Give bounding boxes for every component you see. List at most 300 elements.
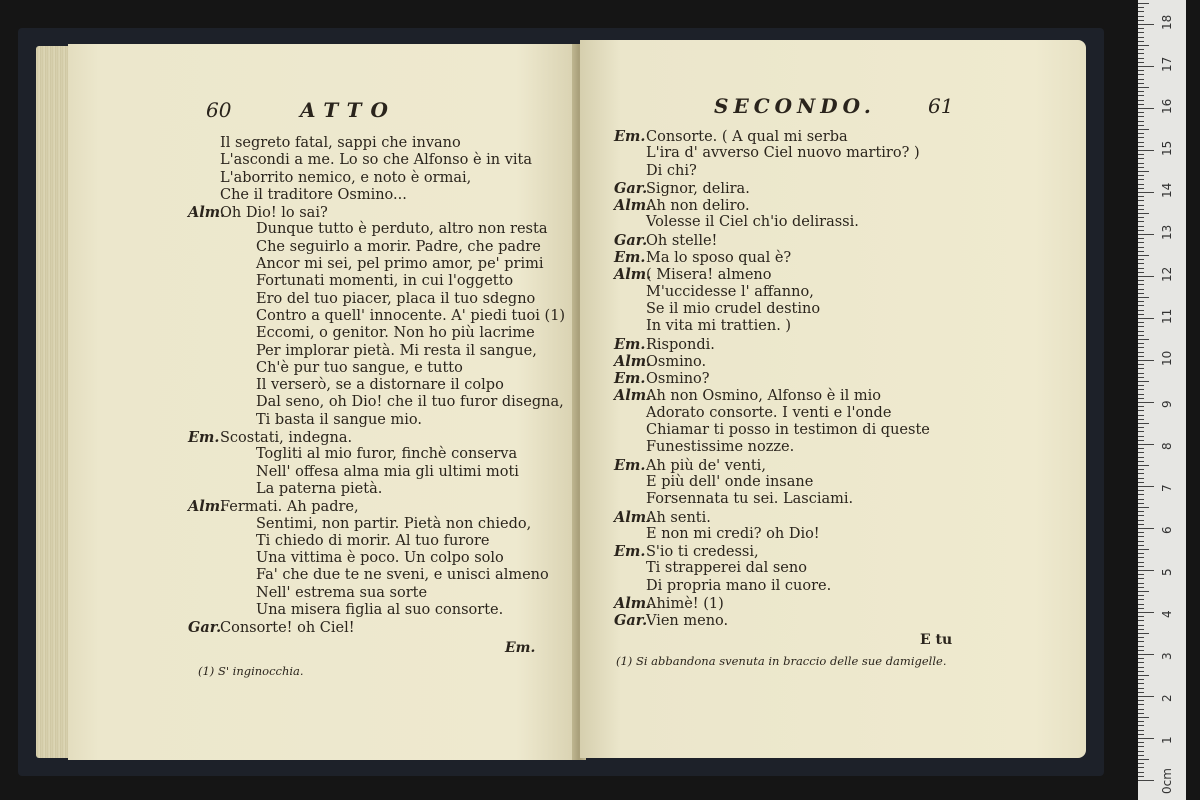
verse-text: Che seguirlo a morir. Padre, che padre (256, 238, 541, 255)
ruler-tick (1138, 457, 1144, 458)
verse-text: Chiamar ti posso in testimon di queste (646, 422, 930, 439)
ruler-tick (1138, 742, 1144, 743)
ruler-tick (1138, 326, 1144, 327)
ruler-tick (1138, 679, 1144, 680)
ruler-tick (1138, 175, 1144, 176)
ruler-number: 1 (1160, 736, 1174, 744)
ruler-tick (1138, 49, 1144, 50)
verse-text: Ti strapperei dal seno (646, 560, 807, 577)
ruler-tick (1138, 41, 1144, 42)
text-line (188, 170, 568, 187)
verse-text: Togliti al mio furor, finchè conserva (256, 446, 518, 463)
text-line (614, 128, 1054, 145)
text-line (614, 439, 1054, 456)
ruler-tick (1138, 524, 1144, 525)
ruler-tick (1138, 37, 1144, 38)
ruler-tick (1138, 717, 1149, 718)
verse-text: Nell' estrema sua sorte (256, 584, 428, 601)
verse-text: E più dell' onde insane (646, 473, 814, 490)
ruler-tick (1138, 662, 1144, 663)
ruler-tick (1138, 499, 1144, 500)
verse-text: Una misera figlia al suo consorte. (256, 602, 504, 619)
ruler-tick (1138, 402, 1154, 403)
ruler-tick (1138, 226, 1144, 227)
text-line (188, 291, 568, 308)
ruler-tick (1138, 3, 1149, 4)
verse-text: Di propria mano il cuore. (646, 577, 832, 594)
speaker-label: Gar. (614, 231, 648, 249)
ruler-tick (1138, 347, 1144, 348)
text-line (188, 429, 568, 446)
ruler-tick (1138, 74, 1144, 75)
ruler-tick (1138, 310, 1144, 311)
left-footnote: (1) S' inginocchia. (198, 664, 304, 678)
ruler-tick (1138, 335, 1144, 336)
ruler-tick (1138, 305, 1144, 306)
ruler-tick (1138, 608, 1144, 609)
ruler-tick (1138, 574, 1144, 575)
ruler-tick (1138, 562, 1144, 563)
ruler-tick (1138, 100, 1144, 101)
ruler-tick (1138, 234, 1154, 235)
ruler-number: 12 (1160, 266, 1174, 282)
speaker-label: Alm. (188, 204, 226, 222)
ruler-tick (1138, 612, 1154, 613)
ruler-tick (1138, 713, 1144, 714)
ruler-tick (1138, 179, 1144, 180)
ruler-tick (1138, 490, 1144, 491)
ruler-tick (1138, 297, 1149, 298)
ruler-tick (1138, 759, 1149, 760)
verse-text: In vita mi trattien. ) (646, 318, 792, 335)
speaker-label: Gar. (188, 619, 222, 637)
ruler-tick (1138, 595, 1144, 596)
ruler-tick (1138, 549, 1149, 550)
ruler-tick (1138, 746, 1144, 747)
verse-text: Funestissime nozze. (646, 439, 795, 456)
ruler-tick (1138, 230, 1144, 231)
ruler-tick (1138, 272, 1144, 273)
ruler-tick (1138, 570, 1154, 571)
verse-text: Oh stelle! (646, 232, 718, 249)
ruler-tick (1138, 205, 1144, 206)
text-line (188, 602, 568, 619)
ruler-tick (1138, 385, 1144, 386)
ruler-tick (1138, 133, 1144, 134)
ruler-tick (1138, 171, 1149, 172)
verse-text: Ah senti. (646, 509, 711, 526)
ruler-tick (1138, 545, 1144, 546)
ruler-tick (1138, 20, 1144, 21)
ruler-zero-label: 0cm (1160, 768, 1174, 794)
ruler-tick (1138, 373, 1144, 374)
verse-text: Ti chiedo di morir. Al tuo furore (256, 532, 490, 549)
ruler-tick (1138, 646, 1144, 647)
ruler-tick (1138, 255, 1149, 256)
ruler-tick (1138, 709, 1144, 710)
text-line (614, 301, 1054, 318)
text-line (614, 336, 1054, 353)
verse-text: L'ascondi a me. Lo so che Alfonso è in vita (220, 152, 533, 169)
ruler-tick (1138, 293, 1144, 294)
verse-text: ( Misera! almeno (646, 267, 772, 284)
ruler-tick (1138, 209, 1144, 210)
ruler-tick (1138, 158, 1144, 159)
verse-text: Ero del tuo piacer, placa il tuo sdegno (256, 290, 536, 307)
text-line (188, 377, 568, 394)
verse-text: Per implorar pietà. Mi resta il sangue, (256, 342, 537, 359)
ruler-tick (1138, 578, 1144, 579)
ruler-tick (1138, 184, 1144, 185)
ruler-tick (1138, 259, 1144, 260)
ruler-number: 17 (1160, 56, 1174, 72)
text-line (188, 481, 568, 498)
ruler-tick (1138, 440, 1144, 441)
ruler-tick (1138, 331, 1144, 332)
verse-text: Ah più de' venti, (646, 457, 766, 474)
ruler-tick (1138, 591, 1149, 592)
ruler-tick (1138, 650, 1144, 651)
ruler-number: 6 (1160, 526, 1174, 534)
verse-text: Di chi? (646, 162, 697, 179)
verse-text: Fortunati momenti, in cui l'oggetto (256, 273, 514, 290)
verse-text: Adorato consorte. I venti e l'onde (646, 404, 892, 421)
ruler-tick (1138, 87, 1149, 88)
ruler-tick (1138, 32, 1144, 33)
ruler-tick (1138, 389, 1144, 390)
right-footnote: (1) Si abbandona svenuta in braccio delle sue damigelle. (616, 654, 947, 668)
ruler-tick (1138, 343, 1144, 344)
speaker-label: Em. (188, 429, 220, 447)
verse-text: Che il traditore Osmino... (220, 186, 407, 203)
right-page (580, 40, 1086, 758)
ruler-tick (1138, 616, 1144, 617)
ruler-tick (1138, 238, 1144, 239)
text-line (188, 360, 568, 377)
text-line (188, 308, 568, 325)
speaker-label: Em. (614, 128, 646, 145)
text-line (614, 509, 1054, 526)
ruler-number: 9 (1160, 400, 1174, 408)
text-line (188, 446, 568, 463)
ruler-tick (1138, 415, 1144, 416)
ruler-tick (1138, 301, 1144, 302)
speaker-label: Alm. (614, 352, 652, 370)
verse-text: Signor, delira. (646, 180, 750, 197)
ruler-tick (1138, 599, 1144, 600)
ruler-tick (1138, 276, 1154, 277)
ruler-tick (1138, 511, 1144, 512)
ruler-tick (1138, 242, 1144, 243)
ruler-tick (1138, 461, 1144, 462)
speaker-label: Alm. (614, 508, 652, 526)
ruler-tick (1138, 553, 1144, 554)
ruler-tick (1138, 360, 1154, 361)
ruler-tick (1138, 692, 1144, 693)
right-text-block (614, 128, 1054, 630)
text-line (614, 284, 1054, 301)
ruler-tick (1138, 322, 1144, 323)
ruler-number: 4 (1160, 610, 1174, 618)
ruler-tick (1138, 725, 1144, 726)
ruler-tick (1138, 734, 1144, 735)
ruler-tick (1138, 419, 1144, 420)
ruler-tick (1138, 364, 1144, 365)
text-line (188, 187, 568, 204)
ruler-number: 3 (1160, 652, 1174, 660)
ruler-number: 11 (1160, 308, 1174, 324)
verse-text: Contro a quell' innocente. A' piedi tuoi (1) (256, 307, 566, 324)
ruler-tick (1138, 58, 1144, 59)
text-line (188, 550, 568, 567)
ruler-tick (1138, 167, 1144, 168)
ruler-tick (1138, 486, 1154, 487)
ruler-tick (1138, 431, 1144, 432)
text-line (188, 273, 568, 290)
ruler-number: 10 (1160, 350, 1174, 366)
right-page-number: 61 (928, 94, 954, 118)
ruler-tick (1138, 268, 1144, 269)
verse-text: S'io ti credessi, (646, 544, 759, 561)
ruler-tick (1138, 116, 1144, 117)
verse-text: Ancor mi sei, pel primo amor, pe' primi (256, 256, 544, 273)
speaker-label: Alm. (614, 266, 652, 284)
text-line (188, 239, 568, 256)
ruler-tick (1138, 129, 1149, 130)
text-line (614, 491, 1054, 508)
left-catchword: Em. (505, 640, 536, 656)
ruler-tick (1138, 532, 1144, 533)
ruler-number: 16 (1160, 98, 1174, 114)
ruler-tick (1138, 16, 1144, 17)
ruler-tick (1138, 70, 1144, 71)
ruler-tick (1138, 452, 1144, 453)
ruler-number: 8 (1160, 442, 1174, 450)
ruler-tick (1138, 221, 1144, 222)
ruler-tick (1138, 427, 1144, 428)
ruler-tick (1138, 536, 1144, 537)
measurement-ruler (1138, 0, 1186, 800)
text-line (188, 394, 568, 411)
speaker-label: Alm. (188, 498, 226, 516)
speaker-label: Em. (614, 543, 646, 561)
speaker-label: Em. (614, 370, 646, 388)
text-line (188, 585, 568, 602)
speaker-label: Gar. (614, 612, 648, 630)
text-line (188, 135, 568, 152)
ruler-tick (1138, 473, 1144, 474)
text-line (188, 221, 568, 238)
ruler-tick (1138, 11, 1144, 12)
verse-text: Fermati. Ah padre, (220, 499, 359, 516)
ruler-tick (1138, 507, 1149, 508)
ruler-tick (1138, 79, 1144, 80)
ruler-tick (1138, 368, 1144, 369)
ruler-tick (1138, 721, 1144, 722)
ruler-tick (1138, 66, 1154, 67)
verse-text: Osmino. (646, 353, 707, 370)
verse-text: L'aborrito nemico, e noto è ormai, (220, 169, 472, 186)
text-line (614, 232, 1054, 249)
ruler-tick (1138, 633, 1149, 634)
left-page (68, 44, 578, 760)
text-line (614, 405, 1054, 422)
text-line (188, 619, 568, 636)
text-line (188, 204, 568, 221)
ruler-tick (1138, 654, 1154, 655)
left-running-head: ATTO (300, 98, 397, 122)
verse-text: Il segreto fatal, sappi che invano (220, 135, 461, 151)
text-line (614, 180, 1054, 197)
ruler-tick (1138, 625, 1144, 626)
ruler-tick (1138, 318, 1154, 319)
verse-text: Forsennata tu sei. Lasciami. (646, 491, 854, 508)
ruler-tick (1138, 45, 1149, 46)
verse-text: Rispondi. (646, 336, 715, 353)
ruler-tick (1138, 604, 1144, 605)
text-line (188, 343, 568, 360)
ruler-number: 15 (1160, 140, 1174, 156)
ruler-tick (1138, 188, 1144, 189)
text-line (188, 567, 568, 584)
text-line (188, 152, 568, 169)
ruler-tick (1138, 125, 1144, 126)
verse-text: Sentimi, non partir. Pietà non chiedo, (256, 515, 532, 532)
text-line (614, 612, 1054, 629)
ruler-tick (1138, 284, 1144, 285)
ruler-tick (1138, 28, 1144, 29)
ruler-tick (1138, 196, 1144, 197)
ruler-tick (1138, 755, 1144, 756)
ruler-tick (1138, 583, 1144, 584)
ruler-tick (1138, 137, 1144, 138)
text-line (614, 163, 1054, 180)
ruler-tick (1138, 520, 1144, 521)
speaker-label: Alm. (614, 387, 652, 405)
ruler-tick (1138, 629, 1144, 630)
ruler-tick (1138, 444, 1154, 445)
verse-text: Se il mio crudel destino (646, 300, 821, 317)
ruler-tick (1138, 730, 1144, 731)
ruler-tick (1138, 112, 1144, 113)
text-line (614, 214, 1054, 231)
text-line (614, 370, 1054, 387)
ruler-tick (1138, 356, 1144, 357)
ruler-tick (1138, 772, 1144, 773)
verse-text: Ma lo sposo qual è? (646, 250, 792, 267)
verse-text: Dal seno, oh Dio! che il tuo furor disegna, (256, 394, 564, 411)
ruler-number: 13 (1160, 224, 1174, 240)
ruler-tick (1138, 146, 1144, 147)
ruler-tick (1138, 53, 1144, 54)
ruler-tick (1138, 494, 1144, 495)
verse-text: Ch'è pur tuo sangue, e tutto (256, 359, 463, 376)
text-line (614, 249, 1054, 266)
ruler-tick (1138, 469, 1144, 470)
text-line (188, 464, 568, 481)
verse-text: Oh Dio! lo sai? (220, 205, 328, 222)
ruler-tick (1138, 24, 1154, 25)
verse-text: Eccomi, o genitor. Non ho più lacrime (256, 325, 535, 342)
ruler-tick (1138, 163, 1144, 164)
text-line (188, 498, 568, 515)
ruler-tick (1138, 658, 1144, 659)
verse-text: Il verserò, se a distornare il colpo (256, 377, 504, 394)
ruler-tick (1138, 436, 1144, 437)
ruler-tick (1138, 528, 1154, 529)
ruler-tick (1138, 314, 1144, 315)
ruler-tick (1138, 83, 1144, 84)
verse-text: Dunque tutto è perduto, altro non resta (256, 221, 548, 238)
text-line (614, 543, 1054, 560)
ruler-tick (1138, 541, 1144, 542)
left-text-block (188, 135, 568, 637)
ruler-tick (1138, 503, 1144, 504)
ruler-tick (1138, 700, 1144, 701)
speaker-label: Em. (614, 249, 646, 267)
ruler-number: 5 (1160, 568, 1174, 576)
ruler-tick (1138, 154, 1144, 155)
text-line (614, 595, 1054, 612)
ruler-tick (1138, 192, 1154, 193)
ruler-tick (1138, 696, 1154, 697)
ruler-tick (1138, 620, 1144, 621)
ruler-number: 7 (1160, 484, 1174, 492)
text-line (614, 197, 1054, 214)
ruler-tick (1138, 423, 1149, 424)
ruler-tick (1138, 381, 1149, 382)
ruler-tick (1138, 671, 1144, 672)
ruler-tick (1138, 410, 1144, 411)
text-line (188, 516, 568, 533)
speaker-label: Em. (614, 335, 646, 353)
speaker-label: Alm. (614, 595, 652, 613)
ruler-tick (1138, 667, 1144, 668)
ruler-tick (1138, 515, 1144, 516)
ruler-tick (1138, 91, 1144, 92)
ruler-tick (1138, 751, 1144, 752)
ruler-tick (1138, 398, 1144, 399)
ruler-tick (1138, 704, 1144, 705)
ruler-tick (1138, 641, 1144, 642)
ruler-tick (1138, 763, 1144, 764)
ruler-tick (1138, 478, 1144, 479)
ruler-tick (1138, 738, 1154, 739)
verse-text: Osmino? (646, 371, 710, 388)
text-line (614, 353, 1054, 370)
ruler-tick (1138, 406, 1144, 407)
text-line (614, 578, 1054, 595)
ruler-tick (1138, 263, 1144, 264)
verse-text: E non mi credi? oh Dio! (646, 525, 820, 542)
ruler-tick (1138, 394, 1144, 395)
ruler-tick (1138, 121, 1144, 122)
text-line (614, 145, 1054, 162)
text-line (614, 526, 1054, 543)
ruler-tick (1138, 566, 1144, 567)
ruler-number: 14 (1160, 182, 1174, 198)
speaker-label: Em. (614, 456, 646, 474)
text-line (188, 256, 568, 273)
ruler-tick (1138, 213, 1149, 214)
text-line (188, 412, 568, 429)
ruler-tick (1138, 251, 1144, 252)
text-line (614, 318, 1054, 335)
verse-text: Scostati, indegna. (220, 430, 353, 447)
ruler-tick (1138, 352, 1144, 353)
ruler-tick (1138, 217, 1144, 218)
verse-text: Ahimè! (1) (646, 596, 724, 613)
